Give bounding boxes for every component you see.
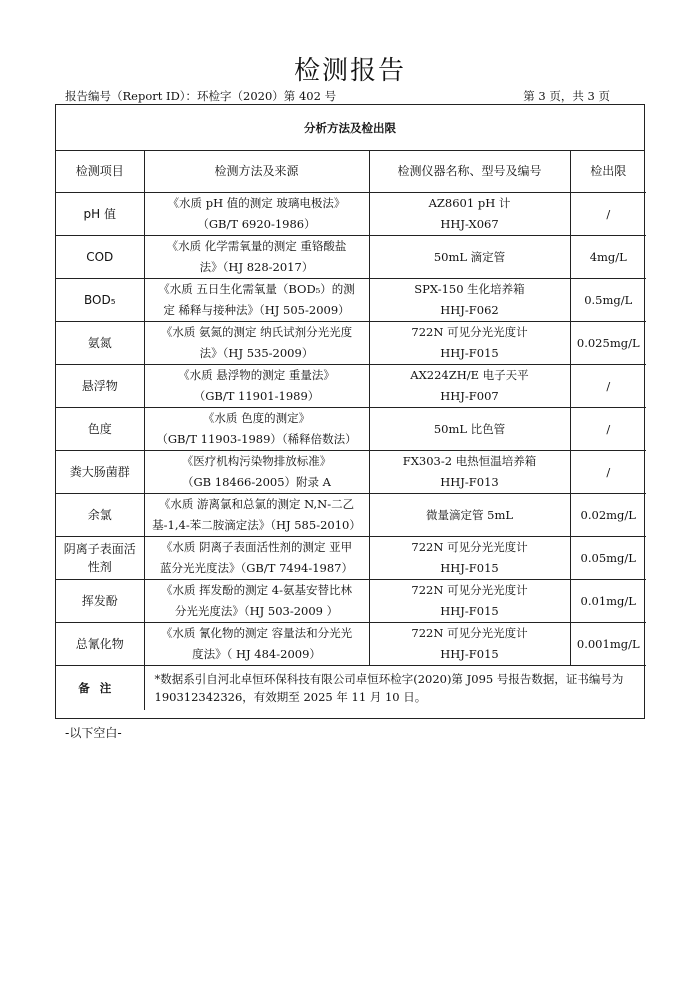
table-row (56, 494, 646, 537)
column-header-limit: 检出限 (570, 151, 646, 193)
test-item: 粪大肠菌群 (56, 451, 144, 494)
test-method-line: 《水质 阴离子表面活性剂的测定 亚甲 (160, 540, 353, 554)
instrument-line: HHJ-F015 (440, 346, 499, 360)
test-method-line: 《医疗机构污染物排放标准》 (181, 454, 332, 468)
detection-limit: / (570, 193, 646, 236)
test-item: BOD₅ (56, 279, 144, 322)
test-method (144, 236, 369, 279)
table-row (56, 193, 646, 236)
instrument (369, 365, 570, 408)
test-method-line: 《水质 氨氮的测定 纳氏试剂分光光度 (160, 325, 353, 339)
section-title: 分析方法及检出限 (56, 105, 644, 151)
test-method-line: 《水质 化学需氧量的测定 重铬酸盐 (166, 239, 347, 253)
test-method (144, 408, 369, 451)
instrument-line: 50mL 比色管 (433, 421, 506, 436)
detection-limit: 0.01mg/L (570, 580, 646, 623)
test-method (144, 537, 369, 580)
instrument (369, 451, 570, 494)
instrument (369, 322, 570, 365)
test-method-line: 《水质 五日生化需氧量（BOD₅）的测 (158, 282, 355, 296)
test-item: 氨氮 (56, 322, 144, 365)
instrument-line: HHJ-F015 (440, 604, 499, 618)
test-item: COD (56, 236, 144, 279)
test-method-line: 定 稀释与接种法》（HJ 505-2009） (163, 303, 350, 317)
detection-limit: / (570, 365, 646, 408)
test-method-line: 《水质 氰化物的测定 容量法和分光光 (160, 626, 353, 640)
instrument-line: 50mL 滴定管 (433, 249, 506, 264)
detection-limit: 0.05mg/L (570, 537, 646, 580)
table-row (56, 236, 646, 279)
table-row (56, 408, 646, 451)
test-item: 总氰化物 (56, 623, 144, 666)
test-method-line: （GB 18466-2005）附录 A (182, 475, 331, 489)
test-item: 色度 (56, 408, 144, 451)
test-method-line: 法》（HJ 828-2017） (199, 260, 314, 274)
table-row (56, 451, 646, 494)
test-method-line: 度法》（ HJ 484-2009） (192, 647, 321, 661)
report-id: 报告编号（Report ID）：环检字（2020）第 402 号 (65, 89, 337, 103)
test-item: pH 值 (56, 193, 144, 236)
table-row (56, 322, 646, 365)
remarks-row (56, 666, 646, 711)
test-method (144, 365, 369, 408)
detection-limit: 0.02mg/L (570, 494, 646, 537)
table-header-row (56, 151, 646, 193)
instrument-line: 722N 可见分光光度计 (411, 540, 528, 554)
instrument (369, 494, 570, 537)
test-item (56, 537, 144, 580)
test-method-line: 蓝分光光度法》（GB/T 7494-1987） (159, 561, 353, 575)
instrument-line: 722N 可见分光光度计 (411, 626, 528, 640)
test-method-line: （GB/T 6920-1986） (197, 217, 316, 231)
detection-limit: 0.025mg/L (570, 322, 646, 365)
end-of-page-note: -以下空白- (65, 726, 122, 740)
instrument (369, 279, 570, 322)
test-method-line: 分光光度法》（HJ 503-2009 ） (174, 604, 339, 618)
instrument-line: HHJ-F013 (440, 475, 499, 489)
test-method-line: （GB/T 11901-1989） (193, 389, 320, 403)
test-method (144, 322, 369, 365)
test-method (144, 623, 369, 666)
instrument-line: HHJ-X067 (440, 217, 499, 231)
instrument (369, 537, 570, 580)
test-item-line: 性剂 (87, 560, 112, 574)
test-item: 挥发酚 (56, 580, 144, 623)
test-item: 余氯 (56, 494, 144, 537)
test-method-line: 《水质 悬浮物的测定 重量法》 (178, 368, 335, 382)
analysis-methods-table-frame (55, 104, 645, 719)
table-row (56, 623, 646, 666)
test-method-line: 《水质 色度的测定》 (202, 411, 311, 425)
detection-limit: 4mg/L (570, 236, 646, 279)
detection-limit: / (570, 408, 646, 451)
instrument-line: AX224ZH/E 电子天平 (410, 368, 529, 382)
test-method-line: （GB/T 11903-1989）（稀释倍数法） (156, 432, 357, 446)
instrument (369, 236, 570, 279)
instrument (369, 193, 570, 236)
table-row (56, 279, 646, 322)
test-method (144, 193, 369, 236)
test-method-line: 《水质 游离氯和总氯的测定 N,N-二乙 (158, 497, 355, 511)
instrument (369, 623, 570, 666)
test-method-line: 基-1,4-苯二胺滴定法》（HJ 585-2010） (152, 518, 361, 532)
table-row (56, 580, 646, 623)
instrument (369, 408, 570, 451)
test-method (144, 279, 369, 322)
test-method (144, 580, 369, 623)
instrument-line: SPX-150 生化培养箱 (414, 282, 525, 296)
test-item-line: 阴离子表面活 (63, 542, 136, 556)
instrument-line: FX303-2 电热恒温培养箱 (402, 454, 537, 468)
page-number: 第 3 页，共 3 页 (523, 89, 610, 103)
instrument-line: 微量滴定管 5mL (425, 507, 513, 522)
detection-limit: 0.5mg/L (570, 279, 646, 322)
test-method-line: 《水质 pH 值的测定 玻璃电极法》 (167, 196, 346, 210)
instrument-line: HHJ-F015 (440, 647, 499, 661)
test-method-line: 法》（HJ 535-2009） (199, 346, 314, 360)
test-item: 悬浮物 (56, 365, 144, 408)
test-method (144, 451, 369, 494)
column-header-instrument: 检测仪器名称、型号及编号 (369, 151, 570, 193)
instrument-line: HHJ-F015 (440, 561, 499, 575)
test-method-line: 《水质 挥发酚的测定 4-氨基安替比林 (160, 583, 352, 597)
remarks-text: *数据系引自河北卓恒环保科技有限公司卓恒环检字(2020)第 J095 号报告数据，证书编号为 190312342326，有效期至 2025 年 11 月 10 日。 (144, 666, 646, 711)
instrument-line: HHJ-F062 (440, 303, 499, 317)
instrument-line: 722N 可见分光光度计 (411, 325, 528, 339)
instrument-line: 722N 可见分光光度计 (411, 583, 528, 597)
test-method (144, 494, 369, 537)
analysis-methods-table (56, 151, 646, 710)
instrument (369, 580, 570, 623)
document-title: 检测报告 (293, 56, 406, 86)
column-header-method: 检测方法及来源 (144, 151, 369, 193)
table-row (56, 537, 646, 580)
detection-limit: 0.001mg/L (570, 623, 646, 666)
instrument-line: HHJ-F007 (440, 389, 499, 403)
table-row (56, 365, 646, 408)
remarks-label: 备注 (56, 666, 144, 711)
column-header-item: 检测项目 (56, 151, 144, 193)
detection-limit: / (570, 451, 646, 494)
instrument-line: AZ8601 pH 计 (428, 196, 511, 210)
